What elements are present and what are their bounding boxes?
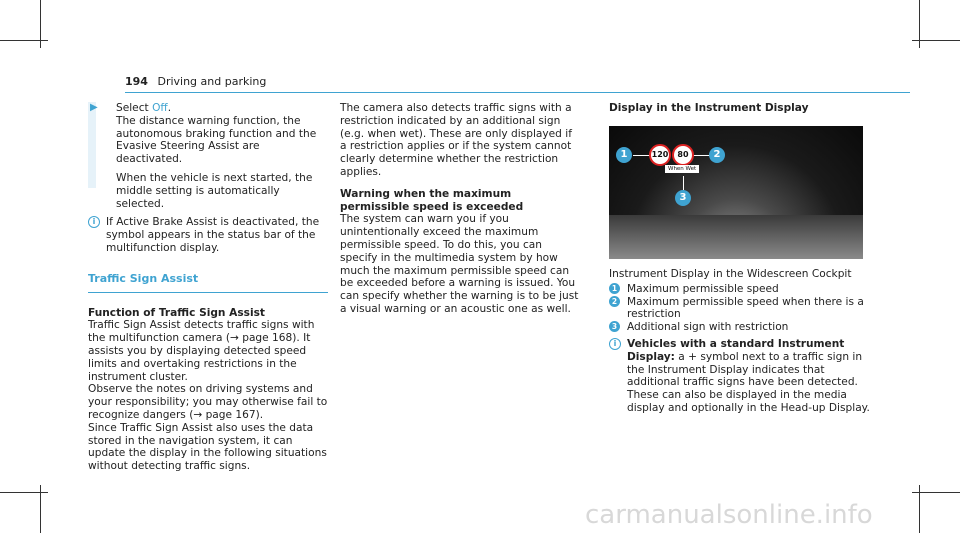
step-prefix: Select [116,102,153,114]
step-suffix: . [167,102,172,114]
since-text: Since Traffic Sign Assist also uses the data stored in the navigation system, it can update the display in the following situations without detecting traffic signs. [88,421,327,473]
crop-mark [0,40,48,41]
info-icon: i [609,338,621,350]
legend-num: 3 [609,321,620,332]
legend-item [609,296,873,322]
header-divider [125,92,910,93]
function-text: Traffic Sign Assist detects traffic signs with the multifunction camera (→ page 168). It assists you by displaying detected speed limits and overtaking restrictions in the instrument cluster. [88,319,315,383]
watermark: carmanualsonline.info [585,500,873,530]
section-divider [88,292,328,293]
info-icon: i [88,216,100,228]
page-number: 194 [125,75,148,88]
note-bold: Vehicles with a standard Instrument Display: [627,337,845,363]
note-text: If Active Brake Assist is deactivated, the symbol appears in the status bar of the multifunction display. [106,216,320,254]
legend-num: 2 [609,296,620,307]
step-instruction [106,102,328,115]
column-2 [340,102,580,316]
observe-text: Observe the notes on driving systems and your responsibility; you may otherwise fail to recognize dangers (→ page 167). [88,383,328,421]
column-3 [609,102,873,115]
note-block [88,216,328,254]
callout-2: 2 [709,147,725,163]
section-title: Traffic Sign Assist [88,271,199,285]
instrument-display-figure [609,126,863,259]
camera-text: The camera also detects traffic signs with a restriction indicated by an additional sign (e.g. when wet). These are only displayed if a restriction applies or if the system cannot clearly determine whether the restriction applies. [340,102,572,178]
step-text-1: The distance warning function, the autonomous braking function and the Evasive Steering Assist are deactivated. [116,114,317,166]
crop-mark [912,492,960,493]
warning-title: Warning when the maximum permissible speed is exceeded [340,187,524,213]
callout-line-3 [683,176,684,190]
figure-legend [609,268,873,415]
legend-text: Maximum permissible speed [627,282,779,295]
page-header [125,75,266,88]
callout-3: 3 [675,190,691,206]
figure-caption: Instrument Display in the Widescreen Cockpit [609,268,852,280]
column-1 [88,102,328,473]
legend-text: Maximum permissible speed when there is a restriction [627,295,864,321]
note-body: a + symbol next to a traffic sign in the Instrument Display indicates that additional traffic signs have been detected. These can also be displayed in the media display and optionally in the Head-up Display. [627,350,870,414]
step-block [88,102,328,210]
legend-num: 1 [609,283,620,294]
step-text-2: When the vehicle is next started, the middle setting is automatically selected. [116,171,313,210]
header-section: Driving and parking [157,75,267,88]
warning-text: The system can warn you if you unintentionally exceed the maximum permissible speed. To do this, you can specify in the multimedia system by how much the maximum permissible speed can be exceeded before a warning is issued. You can specify whether the warning is to be just a visual warning or an acoustic one as well. [340,213,579,315]
note-text [627,338,873,415]
legend-item [609,283,873,296]
option-off: Off [152,102,168,114]
speed-sign-80: 80 [672,144,694,166]
crop-mark [0,492,48,493]
additional-sign-wet: When Wet [665,165,699,173]
speed-sign-120: 120 [649,144,671,166]
crop-mark [912,40,960,41]
legend-item [609,321,873,334]
legend-text: Additional sign with restriction [627,321,789,334]
callout-1: 1 [616,147,632,163]
step-arrow-icon: ▶ [90,102,98,113]
display-floor [609,215,863,259]
note-block [609,338,873,415]
function-title: Function of Traffic Sign Assist [88,306,265,319]
display-title: Display in the Instrument Display [609,102,809,114]
